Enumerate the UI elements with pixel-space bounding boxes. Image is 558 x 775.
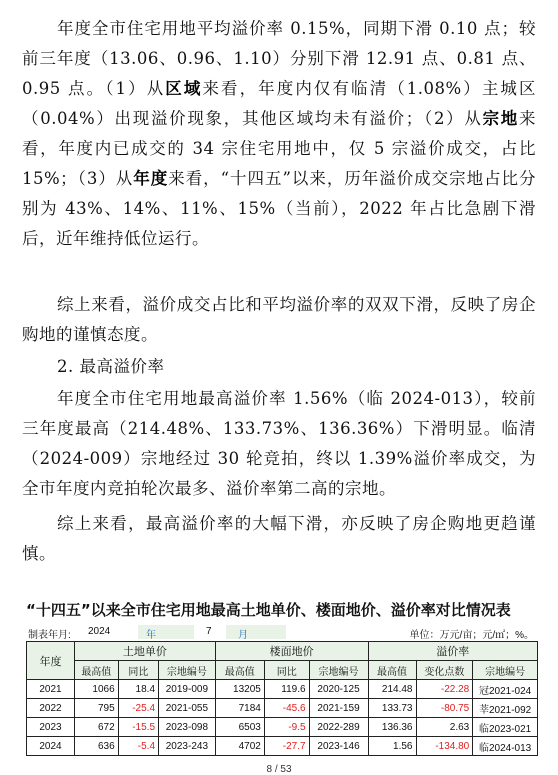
table-row xyxy=(27,680,538,699)
cell-land-max: 672 xyxy=(75,718,119,737)
cell-premium-code: 临2024-013 xyxy=(473,737,538,756)
bold-keyword-region: 区域 xyxy=(165,79,203,98)
comparison-table xyxy=(26,641,538,756)
cell-land-max: 795 xyxy=(75,699,119,718)
cell-year: 2021 xyxy=(27,680,75,699)
cell-land-yoy: -5.4 xyxy=(118,737,158,756)
cell-land-yoy: 18.4 xyxy=(118,680,158,699)
month-highlight xyxy=(226,625,286,639)
table-row xyxy=(27,737,538,756)
cell-year: 2024 xyxy=(27,737,75,756)
cell-premium-max: 133.73 xyxy=(368,699,416,718)
table-row xyxy=(27,718,538,737)
page-number: 8 / 53 xyxy=(266,764,292,775)
table-title: “十四五”以来全市住宅用地最高土地单价、楼面地价、溢价率对比情况表 xyxy=(26,601,511,619)
cell-floor-max: 13205 xyxy=(215,680,264,699)
cell-premium-max: 1.56 xyxy=(368,737,416,756)
cell-floor-yoy: -45.6 xyxy=(264,699,309,718)
cell-year: 2023 xyxy=(27,718,75,737)
bold-keyword-parcel: 宗地 xyxy=(482,109,520,128)
cell-floor-code: 2023-146 xyxy=(309,737,368,756)
cell-floor-max: 7184 xyxy=(215,699,264,718)
paragraph-premium-rate xyxy=(22,14,536,254)
cell-premium-code: 临2023-021 xyxy=(473,718,538,737)
header-g1-max: 最高值 xyxy=(75,661,119,680)
cell-land-yoy: -25.4 xyxy=(118,699,158,718)
paragraph-summary-1: 综上来看，溢价成交占比和平均溢价率的双双下滑，反映了房企购地的谨慎态度。 xyxy=(22,295,536,344)
header-g2-yoy: 同比 xyxy=(264,661,309,680)
bold-keyword-year: 年度 xyxy=(133,169,169,188)
header-land-unit-price: 土地单价 xyxy=(75,642,216,661)
header-premium-rate: 溢价率 xyxy=(368,642,538,661)
table-meta-row xyxy=(26,626,538,640)
cell-premium-code: 莘2021-092 xyxy=(473,699,538,718)
paragraph-summary-2: 综上来看，最高溢价率的大幅下滑，亦反映了房企购地更趋谨慎。 xyxy=(22,514,536,563)
para1-text-d: 来看，年度内已成交的 34 宗住宅用地中，仅 5 宗溢价成交，占比 15%；（3）从 xyxy=(22,109,537,188)
header-g3-code: 宗地编号 xyxy=(473,661,538,680)
header-g1-code: 宗地编号 xyxy=(159,661,216,680)
header-g3-max: 最高值 xyxy=(368,661,416,680)
cell-floor-yoy: -27.7 xyxy=(264,737,309,756)
table-row xyxy=(27,699,538,718)
cell-premium-max: 136.36 xyxy=(368,718,416,737)
cell-floor-code: 2020-125 xyxy=(309,680,368,699)
table-unit: 单位：万元/亩；元/㎡；%。 xyxy=(409,630,534,641)
cell-land-code: 2021-055 xyxy=(159,699,216,718)
cell-floor-yoy: 119.6 xyxy=(264,680,309,699)
cell-land-code: 2023-098 xyxy=(159,718,216,737)
para1-text-c: 来看，年度内仅有临清（1.08%）主城区（0.04%）出现溢价现象，其他区域均未有溢价；（2）从 xyxy=(22,79,537,128)
table-year-value: 2024 xyxy=(88,626,111,637)
header-g3-change: 变化点数 xyxy=(416,661,473,680)
header-g2-code: 宗地编号 xyxy=(309,661,368,680)
paragraph-max-premium: 年度全市住宅用地最高溢价率 1.56%（临 2024-013），较前三年度最高（214.48%、133.73%、136.36%）下滑明显。临清（2024-009）宗地经过 30 轮竞拍，终以 1.39%溢价率成交，为全市年度内竞拍轮次最多、溢价率第二高的宗地。 xyxy=(22,389,536,498)
cell-floor-code: 2021-159 xyxy=(309,699,368,718)
table-year-label: 年 xyxy=(146,630,156,641)
cell-premium-max: 214.48 xyxy=(368,680,416,699)
header-g1-yoy: 同比 xyxy=(118,661,158,680)
section-heading: 2. 最高溢价率 xyxy=(57,357,165,376)
cell-premium-change: -134.80 xyxy=(416,737,473,756)
cell-premium-change: -22.28 xyxy=(416,680,473,699)
cell-land-max: 636 xyxy=(75,737,119,756)
table-month-value: 7 xyxy=(206,626,212,637)
cell-floor-max: 4702 xyxy=(215,737,264,756)
header-g2-max: 最高值 xyxy=(215,661,264,680)
table-month-label: 月 xyxy=(238,630,248,641)
cell-land-code: 2023-243 xyxy=(159,737,216,756)
table-date-label: 制表年月: xyxy=(28,630,71,641)
header-floor-price: 楼面地价 xyxy=(215,642,368,661)
cell-land-yoy: -15.5 xyxy=(118,718,158,737)
cell-premium-code: 冠2021-024 xyxy=(473,680,538,699)
cell-land-code: 2019-009 xyxy=(159,680,216,699)
cell-year: 2022 xyxy=(27,699,75,718)
cell-premium-change: 2.63 xyxy=(416,718,473,737)
cell-land-max: 1066 xyxy=(75,680,119,699)
para1-text-e: 来看，“十四五”以来，历年溢价成交宗地占比分别为 43%、14%、11%、15%（当前），2022 年占比急剧下滑后，近年维持低位运行。 xyxy=(22,169,537,248)
cell-floor-code: 2022-289 xyxy=(309,718,368,737)
cell-premium-change: -80.75 xyxy=(416,699,473,718)
cell-floor-max: 6503 xyxy=(215,718,264,737)
para1-text-a: 年度全市住宅用地平均溢价率 0.15%，同期下滑 0.10 点；较前三年度（13.06、0.96、1.10）分别下滑 12.91 点、0.81 点、0.95 点。（1）从 xyxy=(22,19,536,98)
cell-floor-yoy: -9.5 xyxy=(264,718,309,737)
header-year: 年度 xyxy=(27,642,75,680)
